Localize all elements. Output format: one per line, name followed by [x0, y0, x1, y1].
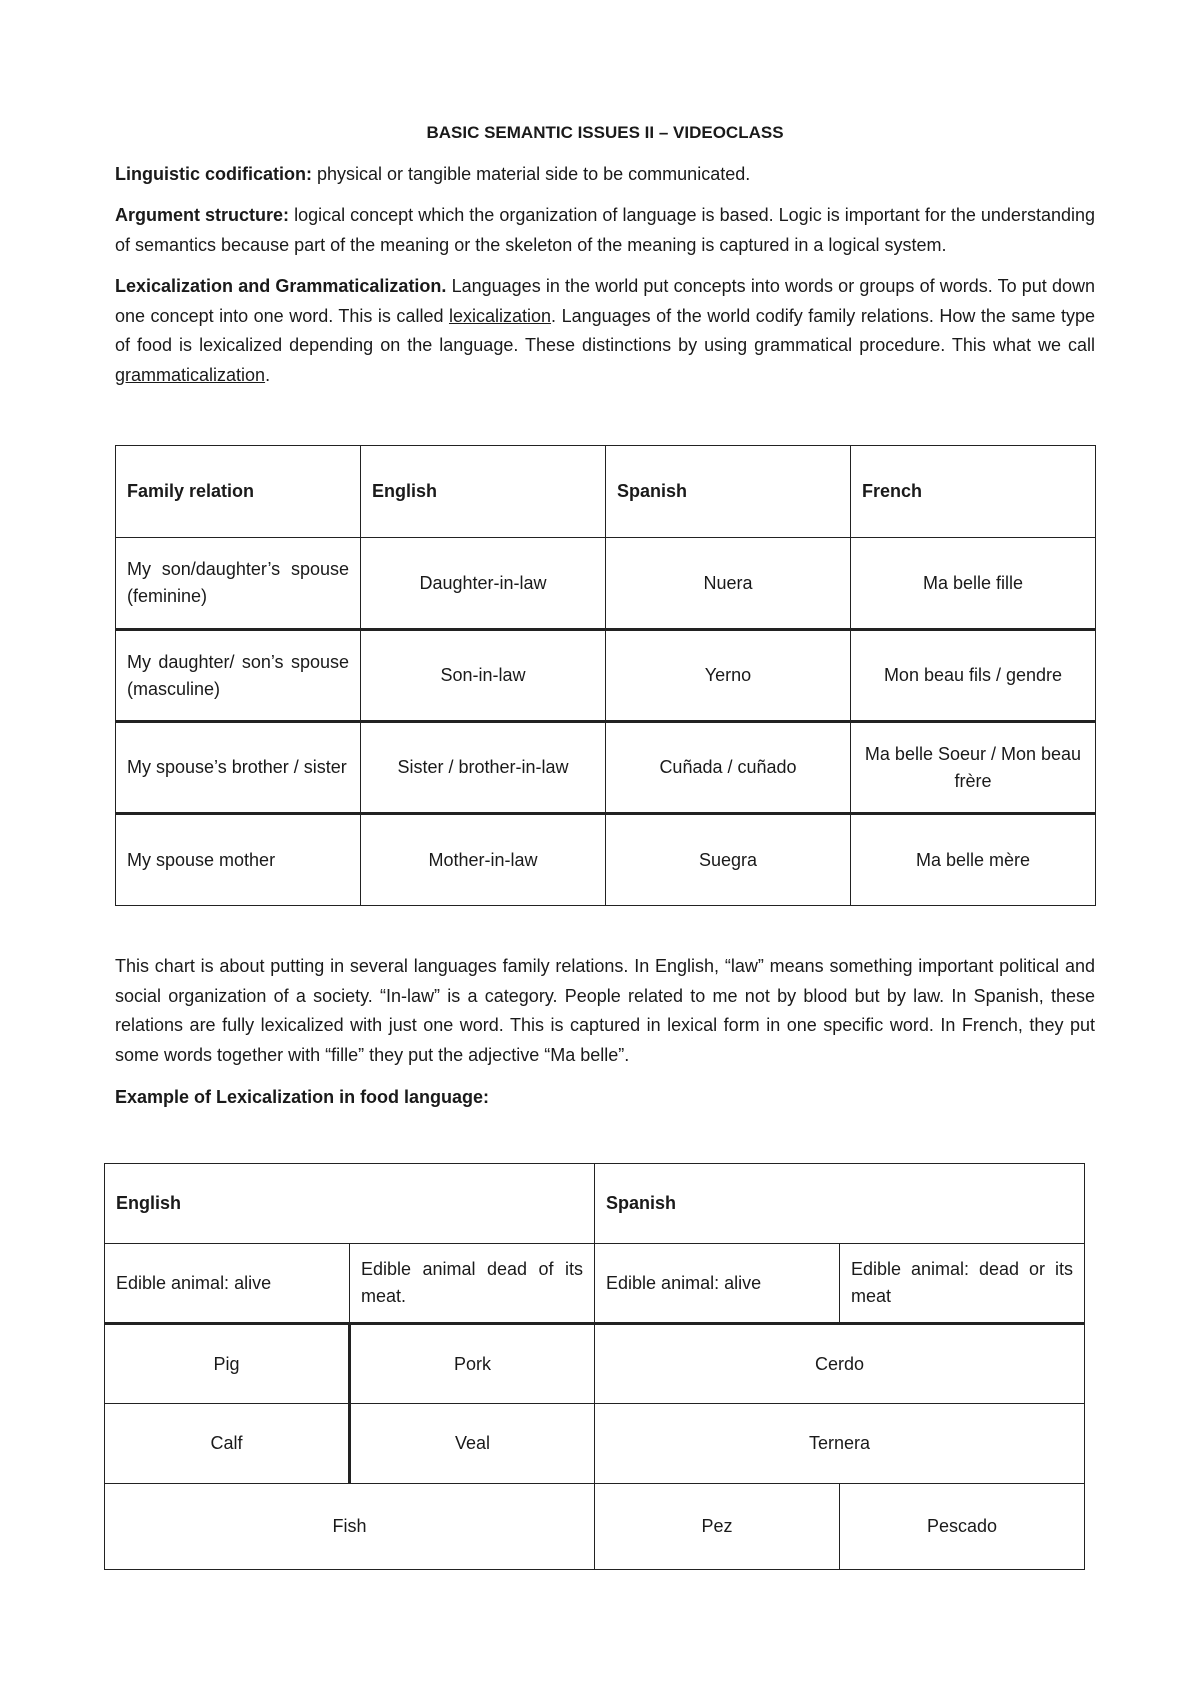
cell-spanish: Yerno: [606, 630, 851, 722]
cell-spanish-alive: Pez: [595, 1484, 840, 1570]
paragraph-linguistic-codification: [115, 160, 1095, 190]
family-relation-table: [115, 445, 1096, 906]
cell-english-dead: Veal: [350, 1404, 595, 1484]
term-argument-structure: Argument structure:: [115, 205, 290, 225]
table-header-row: [116, 446, 1096, 538]
cell-spanish-dead: Pescado: [840, 1484, 1085, 1570]
paragraph-argument-structure: [115, 201, 1095, 260]
cell-french: Mon beau fils / gendre: [851, 630, 1096, 722]
food-example-heading: Example of Lexicalization in food language:: [115, 1087, 490, 1107]
document-body-lower: [115, 952, 1095, 1126]
cell-spanish: Cuñada / cuñado: [606, 722, 851, 814]
cell-english-alive: Calf: [105, 1404, 350, 1484]
paragraph-text: physical or tangible material side to be communicated.: [312, 163, 751, 184]
header-english: English: [105, 1164, 595, 1244]
paragraph-chart-explanation: This chart is about putting in several languages family relations. In English, “law” means something important political and social organization of a society. “In-law” is a category. People related to me not by blood but by law. In Spanish, these relations are fully lexicalized with just one word. This is captured in lexical form in one specific word. In French, they put some words together with “fille” they put the adjective “Ma belle”.: [115, 956, 1095, 1065]
cell-spanish: Cerdo: [595, 1324, 1085, 1404]
cell-relation: My spouse mother: [116, 814, 361, 906]
cell-french: Ma belle Soeur / Mon beau frère: [851, 722, 1096, 814]
subheader-english-dead: Edible animal dead of its meat.: [350, 1244, 595, 1324]
underlined-lexicalization: lexicalization: [448, 305, 552, 326]
table-row: [105, 1404, 1085, 1484]
document-body: [115, 118, 1095, 402]
header-spanish: Spanish: [595, 1164, 1085, 1244]
cell-french: Ma belle mère: [851, 814, 1096, 906]
cell-english: Mother-in-law: [361, 814, 606, 906]
cell-relation: My son/daughter’s spouse (feminine): [116, 538, 361, 630]
table-row: [116, 538, 1096, 630]
table-row: [116, 722, 1096, 814]
cell-english: Sister / brother-in-law: [361, 722, 606, 814]
header-spanish: Spanish: [606, 446, 851, 538]
paragraph-text: .: [265, 364, 271, 385]
cell-spanish: Suegra: [606, 814, 851, 906]
subheader-english-alive: Edible animal: alive: [105, 1244, 350, 1324]
subheader-spanish-dead: Edible animal: dead or its meat: [840, 1244, 1085, 1324]
cell-spanish: Ternera: [595, 1404, 1085, 1484]
header-english: English: [361, 446, 606, 538]
table-header-row: [105, 1164, 1085, 1244]
paragraph-text: logical concept which the organization of language is based. Logic is important for the understanding of semantics because part of the meaning or the skeleton of the meaning is captured in a logical system.: [115, 205, 1095, 255]
paragraph-text: Languages in the world put concepts into words or groups of words. To put down one concept into one word. This is called: [115, 276, 1096, 326]
paragraph-lexicalization: [115, 272, 1095, 390]
term-lexicalization: Lexicalization and Grammaticalization.: [115, 276, 447, 296]
cell-english: Daughter-in-law: [361, 538, 606, 630]
cell-english-dead: Pork: [350, 1324, 595, 1404]
food-lexicalization-table: [104, 1163, 1085, 1570]
paragraph-food-example-heading: [115, 1083, 1095, 1113]
subheader-spanish-alive: Edible animal: alive: [595, 1244, 840, 1324]
header-french: French: [851, 446, 1096, 538]
header-family-relation: Family relation: [116, 446, 361, 538]
table-row: [105, 1324, 1085, 1404]
cell-relation: My daughter/ son’s spouse (masculine): [116, 630, 361, 722]
term-linguistic-codification: Linguistic codification:: [115, 163, 312, 184]
cell-english-alive: Pig: [105, 1324, 350, 1404]
table-row: [116, 630, 1096, 722]
table-subheader-row: [105, 1244, 1085, 1324]
paragraph-text: . Languages of the world codify family relations. How the same type of food is lexicalized depending on the language. These distinctions by using grammatical procedure. This what we call: [115, 305, 1095, 355]
cell-english: Son-in-law: [361, 630, 606, 722]
cell-spanish: Nuera: [606, 538, 851, 630]
cell-english: Fish: [105, 1484, 595, 1570]
cell-french: Ma belle fille: [851, 538, 1096, 630]
table-row: [116, 814, 1096, 906]
table-row: [105, 1484, 1085, 1570]
cell-relation: My spouse’s brother / sister: [116, 722, 361, 814]
underlined-grammaticalization: grammaticalization: [115, 364, 266, 385]
page-title: BASIC SEMANTIC ISSUES II – VIDEOCLASS: [426, 123, 784, 142]
